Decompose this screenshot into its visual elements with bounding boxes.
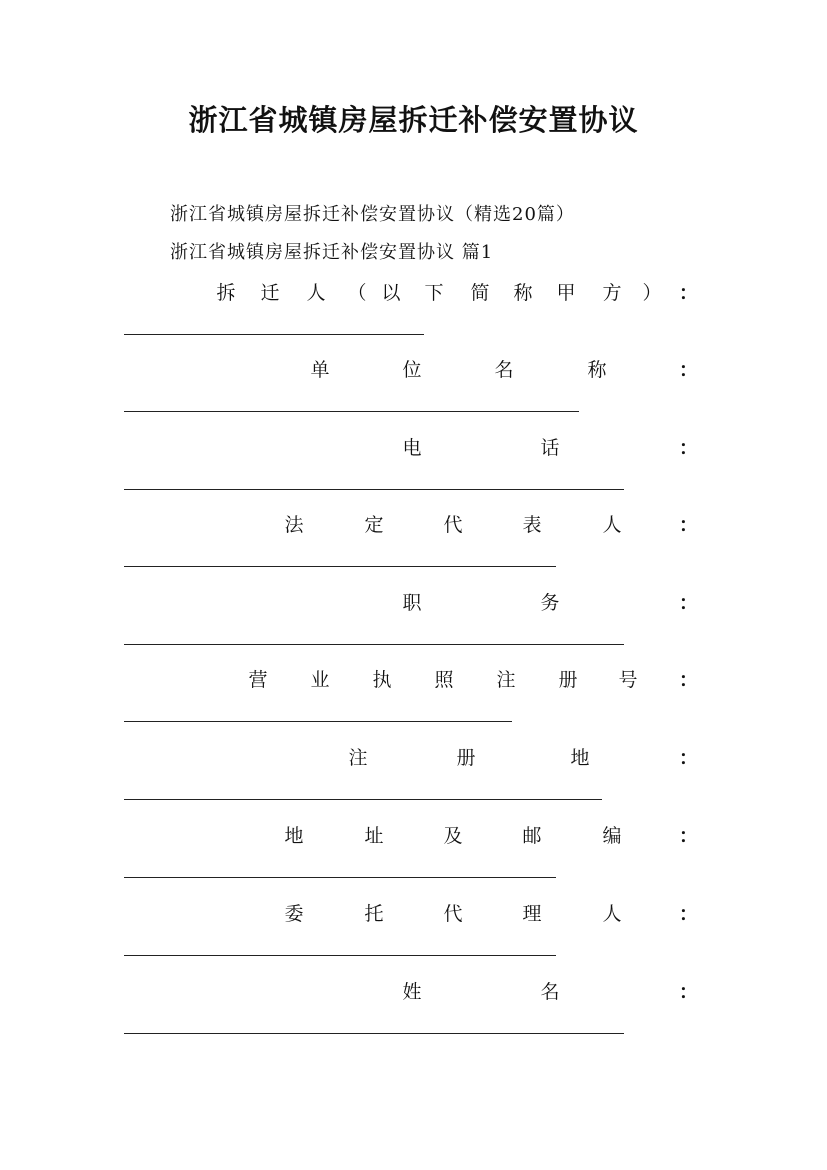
label-char: ） (642, 282, 662, 304)
label-char: 迁 (260, 282, 280, 304)
document-title: 浙江省城镇房屋拆迁补偿安置协议 (188, 103, 639, 137)
label-char: 及 (443, 825, 463, 847)
field-label-business-license-no (0, 665, 827, 693)
label-char: 业 (310, 669, 330, 691)
fill-in-blank-position (124, 644, 624, 645)
label-char: 注 (496, 669, 516, 691)
label-colon: ： (679, 514, 699, 536)
label-char: 邮 (522, 825, 542, 847)
label-char: 人 (602, 903, 622, 925)
label-char: 以 (381, 282, 401, 304)
label-char: 姓 (402, 981, 422, 1003)
label-char: 甲 (556, 282, 576, 304)
fill-in-blank-business-license-no (124, 721, 512, 722)
label-colon: ： (679, 669, 699, 691)
label-char: 表 (522, 514, 542, 536)
label-char: 下 (424, 282, 444, 304)
fill-in-blank-legal-rep (124, 566, 556, 567)
label-char: （ (347, 282, 367, 304)
field-label-legal-rep (0, 510, 827, 538)
label-char: 法 (284, 514, 304, 536)
label-colon: ： (679, 903, 699, 925)
label-char: 代 (443, 514, 463, 536)
label-colon: ： (679, 825, 699, 847)
field-label-name (0, 977, 827, 1005)
label-char: 位 (402, 359, 422, 381)
label-char: 单 (310, 359, 330, 381)
field-label-unit-name (0, 355, 827, 383)
label-char: 编 (602, 825, 622, 847)
label-char: 委 (284, 903, 304, 925)
label-colon: ： (679, 437, 699, 459)
label-char: 话 (540, 437, 560, 459)
label-colon: ： (679, 359, 699, 381)
label-char: 电 (402, 437, 422, 459)
section-heading: 浙江省城镇房屋拆迁补偿安置协议 篇1 (170, 242, 494, 263)
fill-in-blank-demolisher (124, 334, 424, 335)
label-char: 号 (618, 669, 638, 691)
fill-in-blank-name (124, 1033, 624, 1034)
label-char: 照 (434, 669, 454, 691)
field-label-agent (0, 899, 827, 927)
field-label-demolisher (0, 278, 827, 306)
label-char: 址 (364, 825, 384, 847)
label-colon: ： (679, 981, 699, 1003)
field-label-phone (0, 433, 827, 461)
label-char: 简 (470, 282, 490, 304)
fill-in-blank-registered-address (124, 799, 602, 800)
label-char: 地 (570, 747, 590, 769)
label-char: 人 (602, 514, 622, 536)
label-colon: ： (679, 282, 699, 304)
label-char: 营 (248, 669, 268, 691)
fill-in-blank-agent (124, 955, 556, 956)
label-char: 理 (522, 903, 542, 925)
fill-in-blank-phone (124, 489, 624, 490)
field-label-position (0, 588, 827, 616)
label-char: 册 (456, 747, 476, 769)
label-char: 定 (364, 514, 384, 536)
label-char: 地 (284, 825, 304, 847)
label-colon: ： (679, 747, 699, 769)
label-char: 务 (540, 592, 560, 614)
document-subtitle: 浙江省城镇房屋拆迁补偿安置协议（精选20篇） (170, 204, 575, 225)
label-char: 名 (540, 981, 560, 1003)
label-colon: ： (679, 592, 699, 614)
label-char: 执 (372, 669, 392, 691)
fill-in-blank-unit-name (124, 411, 579, 412)
field-label-address-postcode (0, 821, 827, 849)
label-char: 称 (513, 282, 533, 304)
label-char: 册 (558, 669, 578, 691)
label-char: 称 (587, 359, 607, 381)
label-char: 人 (306, 282, 326, 304)
label-char: 代 (443, 903, 463, 925)
fill-in-blank-address-postcode (124, 877, 556, 878)
field-label-registered-address (0, 743, 827, 771)
label-char: 拆 (216, 282, 236, 304)
label-char: 方 (602, 282, 622, 304)
label-char: 名 (494, 359, 514, 381)
label-char: 注 (348, 747, 368, 769)
label-char: 职 (402, 592, 422, 614)
label-char: 托 (364, 903, 384, 925)
